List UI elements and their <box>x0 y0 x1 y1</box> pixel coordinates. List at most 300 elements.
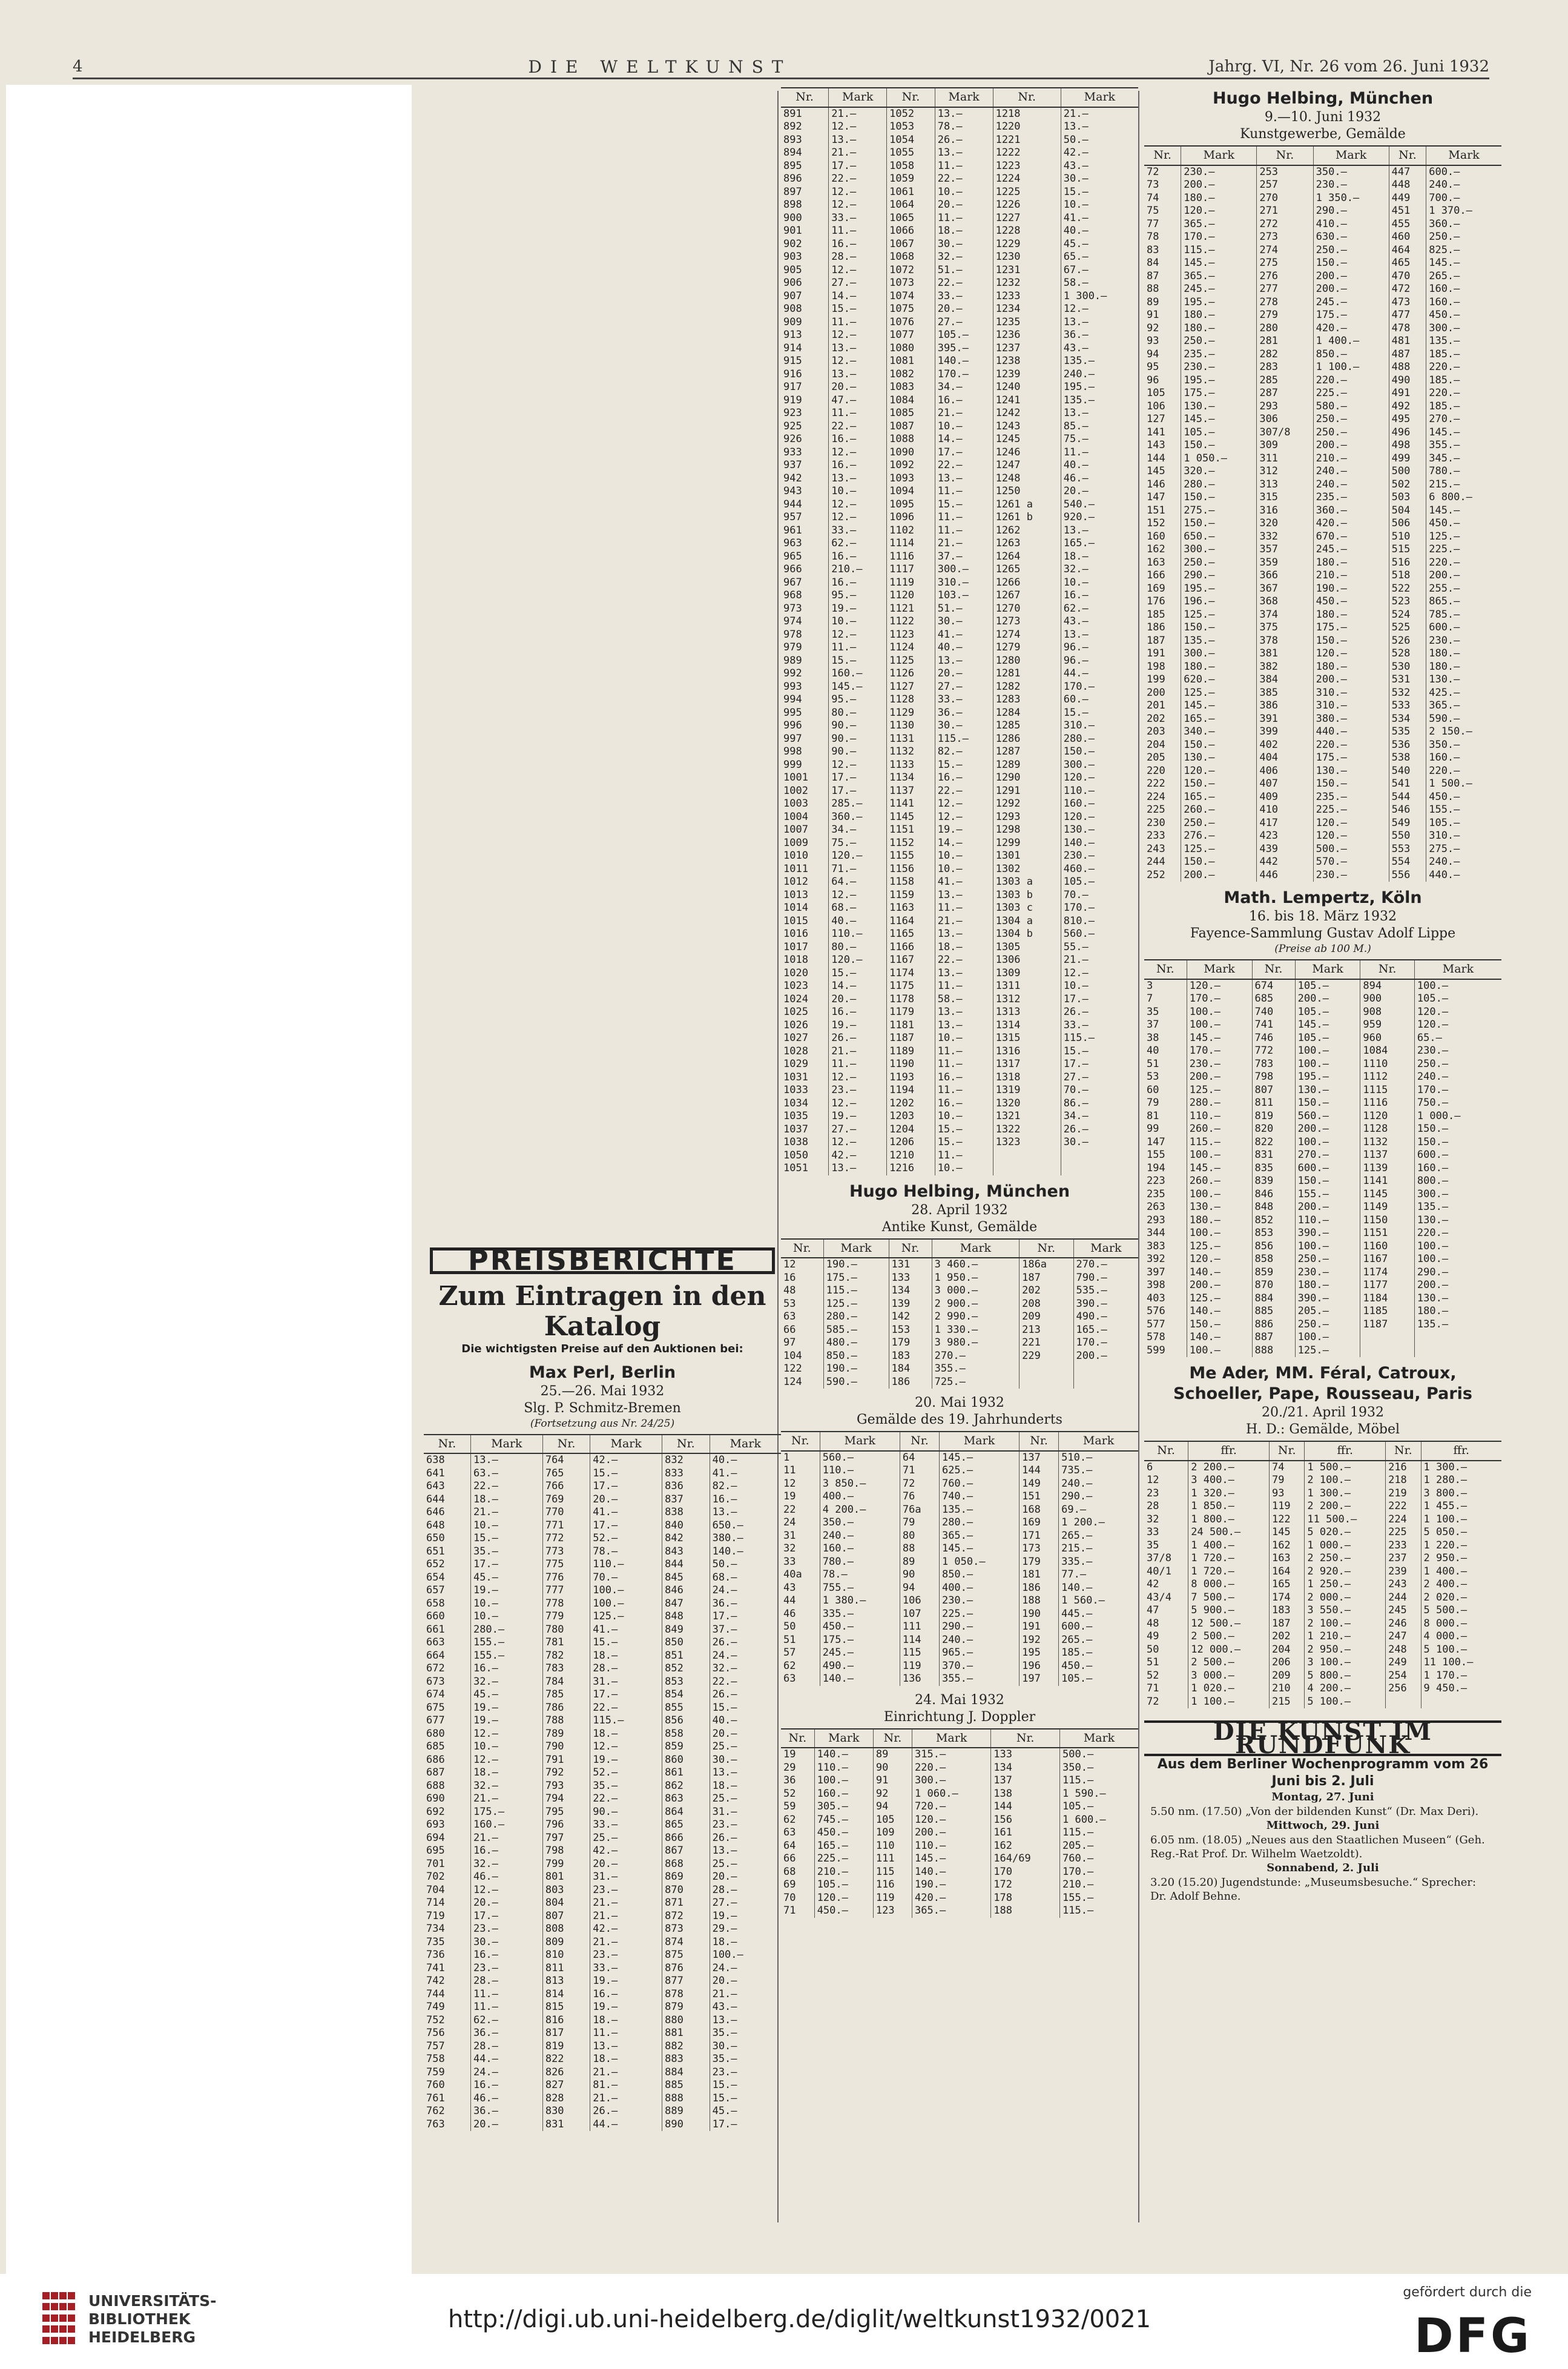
lot-number: 852 <box>662 1662 710 1676</box>
lot-price: 12.— <box>829 1097 887 1111</box>
table-row <box>1144 1461 1501 1475</box>
lot-price: 210.— <box>829 563 887 577</box>
lot-price: 22.— <box>935 954 993 967</box>
lot-price: 755.— <box>820 1582 900 1595</box>
lot-price: 425.— <box>1426 687 1501 700</box>
lot-price: 280.— <box>939 1516 1019 1530</box>
lot-number: 116 <box>873 1878 912 1892</box>
lot-number: 1238 <box>993 355 1061 368</box>
lot-number: 967 <box>783 576 802 589</box>
lot-number: 1181 <box>887 1019 935 1033</box>
lot-price: 155.— <box>470 1636 542 1650</box>
lot-number: 439 <box>1257 843 1313 856</box>
lot-number: 830 <box>542 2105 590 2118</box>
table-row <box>781 1826 1138 1840</box>
lot-number: 925 <box>783 420 802 432</box>
lot-price: 780.— <box>1426 465 1501 478</box>
lot-number: 274 <box>1257 244 1313 257</box>
lot-price: 100.— <box>1295 1058 1360 1071</box>
lot-number: 202 <box>1269 1630 1304 1644</box>
table-row <box>1144 192 1501 205</box>
lot-price: 2 200.— <box>1305 1500 1386 1513</box>
lot-price: 150.— <box>1181 621 1257 635</box>
auction-date: 25.—26. Mai 1932 <box>540 1383 665 1399</box>
lot-price: 390.— <box>1295 1227 1360 1240</box>
lot-number: 1282 <box>993 681 1061 694</box>
table-row <box>781 433 1138 446</box>
lot-number: 903 <box>783 251 802 263</box>
lot-price: 32.— <box>470 1858 542 1871</box>
lot-number: 141 <box>1147 426 1165 438</box>
lot-price: 21.— <box>935 537 993 550</box>
lot-price: 10.— <box>935 850 993 863</box>
lot-number: 374 <box>1257 609 1313 622</box>
lot-price: 670.— <box>1313 530 1389 544</box>
lot-number: 856 <box>662 1714 710 1728</box>
source-url[interactable]: http://digi.ub.uni-heidelberg.de/diglit/weltkunst1932/0021 <box>448 2305 1151 2333</box>
lot-price: 52.— <box>590 1766 662 1780</box>
lot-price: 460.— <box>1061 863 1138 876</box>
lot-number: 858 <box>1252 1253 1295 1266</box>
lot-price: 36.— <box>710 1598 781 1611</box>
lot-number: 577 <box>1147 1318 1165 1330</box>
lot-number: 510 <box>1389 530 1426 544</box>
table-row <box>781 485 1138 498</box>
lot-price: 85.— <box>1061 420 1138 434</box>
lot-number: 19 <box>783 1748 796 1760</box>
lot-price: 160.— <box>1426 752 1501 765</box>
table-row <box>781 1006 1138 1019</box>
lot-price: 13.— <box>935 147 993 160</box>
lot-number: 81 <box>1147 1109 1159 1122</box>
auction-subject: Antike Kunst, Gemälde <box>881 1219 1038 1235</box>
lot-number: 46 <box>783 1607 796 1620</box>
auction-date: 20. Mai 1932 <box>915 1395 1004 1410</box>
lot-price: 75.— <box>829 837 887 850</box>
table-row <box>1144 1201 1501 1214</box>
lot-price: 365.— <box>1181 270 1257 283</box>
table-row <box>781 1660 1138 1673</box>
table-row <box>781 511 1138 524</box>
lot-price: 130.— <box>1181 400 1257 414</box>
lot-number: 526 <box>1389 635 1426 648</box>
lot-price: 11.— <box>829 316 887 329</box>
lot-price: 150.— <box>1313 635 1389 648</box>
lot-number: 216 <box>1386 1461 1421 1475</box>
table-row <box>424 2118 781 2132</box>
lot-number: 852 <box>1252 1214 1295 1227</box>
table-row <box>1144 426 1501 440</box>
lot-number: 448 <box>1389 179 1426 192</box>
table-row <box>781 160 1138 173</box>
lot-price: 21.— <box>590 1910 662 1923</box>
column-header: Nr. <box>424 1435 470 1454</box>
lot-price: 13.— <box>1061 629 1138 642</box>
table-row <box>781 589 1138 603</box>
lot-number: 1120 <box>1360 1110 1414 1123</box>
lot-price: 17.— <box>829 160 887 173</box>
lot-number: 293 <box>1257 400 1313 414</box>
lot-price: 16.— <box>935 1071 993 1085</box>
lot-price: 280.— <box>470 1624 542 1637</box>
lot-number: 657 <box>426 1584 445 1596</box>
lot-number: 90 <box>873 1762 912 1775</box>
lot-number: 504 <box>1389 504 1426 518</box>
lot-number: 1313 <box>993 1006 1061 1019</box>
lot-price: 52.— <box>590 1532 662 1545</box>
lot-number: 1240 <box>993 381 1061 394</box>
lot-number: 496 <box>1389 426 1426 440</box>
lot-number: 205 <box>1147 752 1165 764</box>
lot-number: 1223 <box>993 160 1061 173</box>
lot-number: 80 <box>900 1530 939 1543</box>
lot-number: 915 <box>783 355 802 367</box>
lot-price: 150.— <box>1313 778 1389 791</box>
table-row <box>781 498 1138 512</box>
lot-price: 100.— <box>590 1598 662 1611</box>
lot-number: 178 <box>991 1892 1060 1905</box>
lot-price: 15.— <box>829 303 887 316</box>
lot-number: 1115 <box>1360 1084 1414 1097</box>
page-number: 4 <box>73 58 83 76</box>
column-header: Mark <box>1187 960 1252 979</box>
lot-number: 423 <box>1257 830 1313 843</box>
table-row <box>781 524 1138 538</box>
lot-price: 95.— <box>829 589 887 603</box>
lot-price: 230.— <box>1313 179 1389 192</box>
lot-number: 1158 <box>887 876 935 889</box>
table-row <box>1144 1682 1501 1696</box>
lot-number: 664 <box>426 1649 445 1662</box>
lot-price: 865.— <box>1426 595 1501 609</box>
lot-number: 270 <box>1257 192 1313 205</box>
lot-number: 256 <box>1386 1682 1421 1696</box>
table-row <box>424 1662 781 1676</box>
lot-number: 905 <box>783 263 802 276</box>
lot-number: 1225 <box>993 186 1061 199</box>
lot-number: 252 <box>1147 868 1165 881</box>
lot-number: 1131 <box>887 733 935 746</box>
lot-price: 180.— <box>1187 1214 1252 1227</box>
lot-price: 445.— <box>1059 1608 1138 1621</box>
table-row <box>424 1702 781 1715</box>
lot-number: 1317 <box>993 1058 1061 1071</box>
lot-price: 27.— <box>829 1123 887 1137</box>
lot-price: 30.— <box>1061 1136 1138 1149</box>
lot-number: 809 <box>542 1936 590 1949</box>
lot-number: 1177 <box>1360 1279 1414 1292</box>
lot-price: 82.— <box>935 745 993 759</box>
lot-number: 1088 <box>887 433 935 446</box>
lot-price: 12.— <box>829 629 887 642</box>
lot-number: 172 <box>991 1878 1060 1892</box>
lot-price: 135.— <box>1414 1201 1501 1214</box>
lot-price: 12.— <box>829 1071 887 1085</box>
lot-number: 811 <box>542 1962 590 1975</box>
lot-price: 27.— <box>829 277 887 290</box>
column-header: Nr. <box>781 1729 814 1748</box>
lot-number: 553 <box>1389 843 1426 856</box>
lot-price: 120.— <box>1414 1006 1501 1019</box>
lot-number: 641 <box>426 1467 445 1479</box>
lot-number: 173 <box>1020 1542 1059 1556</box>
lot-number: 133 <box>991 1748 1060 1762</box>
lot-price: 625.— <box>939 1464 1019 1478</box>
lot-number: 704 <box>426 1883 445 1896</box>
lot-price: 100.— <box>1295 1045 1360 1058</box>
column-header: Nr. <box>900 1432 939 1451</box>
lot-price: 65.— <box>1061 251 1138 264</box>
lot-number: 978 <box>783 628 802 641</box>
lot-price: 240.— <box>1426 856 1501 869</box>
lot-number: 185 <box>1147 608 1165 621</box>
lot-number: 1226 <box>993 199 1061 212</box>
table-row <box>1144 1058 1501 1071</box>
column-header: Nr. <box>781 1239 823 1258</box>
lot-number: 402 <box>1257 739 1313 752</box>
table-row <box>1144 1539 1501 1553</box>
lot-price: 40.— <box>710 1453 781 1467</box>
lot-price: 1 590.— <box>1060 1788 1138 1801</box>
lot-price: 270.— <box>1073 1258 1138 1272</box>
lot-number: 88 <box>900 1542 939 1556</box>
lot-price: 180.— <box>1181 661 1257 674</box>
lot-number: 692 <box>426 1805 445 1818</box>
table-row <box>1144 1240 1501 1254</box>
lot-number: 693 <box>426 1819 445 1831</box>
lot-price: 16.— <box>935 394 993 408</box>
lot-number: 661 <box>426 1623 445 1636</box>
lot-number: 1112 <box>1360 1071 1414 1084</box>
lot-number: 650 <box>426 1532 445 1544</box>
lot-price: 140.— <box>912 1866 991 1879</box>
lot-price: 145.— <box>1426 504 1501 518</box>
lot-number: 460 <box>1389 231 1426 244</box>
lot-number: 795 <box>542 1806 590 1819</box>
lot-price: 250.— <box>1181 817 1257 830</box>
lot-price: 165.— <box>1181 791 1257 804</box>
lot-number: 229 <box>1020 1350 1073 1363</box>
table-row <box>781 1568 1138 1582</box>
lot-price: 320.— <box>1181 465 1257 478</box>
lot-price: 335.— <box>1059 1556 1138 1569</box>
lot-price: 180.— <box>1414 1305 1501 1318</box>
lot-price: 300.— <box>1181 647 1257 661</box>
lot-price: 25.— <box>710 1792 781 1806</box>
lot-number: 1178 <box>887 993 935 1006</box>
lot-price: 10.— <box>1061 577 1138 590</box>
lot-price: 130.— <box>1414 1214 1501 1227</box>
lot-price: 120.— <box>1414 1019 1501 1032</box>
lot-number: 11 <box>783 1464 796 1476</box>
lot-price: 190.— <box>823 1363 889 1376</box>
lot-price: 23.— <box>710 2066 781 2080</box>
lot-price: 13.— <box>829 368 887 382</box>
table-row <box>1144 296 1501 309</box>
lot-price: 26.— <box>935 134 993 147</box>
lot-price: 140.— <box>820 1673 900 1686</box>
lot-number: 136 <box>900 1673 939 1686</box>
lot-number: 763 <box>426 2118 445 2130</box>
lot-price: 240.— <box>1426 179 1501 192</box>
lot-price: 13.— <box>1061 121 1138 134</box>
auction-note: (Preise ab 100 M.) <box>1274 943 1371 955</box>
lot-price: 20.— <box>710 1871 781 1884</box>
lot-price: 30.— <box>710 1754 781 1767</box>
lot-price: 145.— <box>1426 257 1501 270</box>
lot-number: 694 <box>426 1831 445 1844</box>
lot-price: 11.— <box>935 902 993 915</box>
lot-number: 464 <box>1389 244 1426 257</box>
lot-price: 225.— <box>939 1608 1019 1621</box>
lot-price: 30.— <box>935 719 993 733</box>
lot-price: 225.— <box>1313 387 1389 400</box>
table-row <box>1144 1630 1501 1644</box>
lot-price: 50.— <box>710 1558 781 1571</box>
lot-number: 900 <box>783 211 802 224</box>
lot-number: 104 <box>783 1349 802 1362</box>
lot-price: 35.— <box>470 1545 542 1559</box>
lot-number: 937 <box>783 459 802 471</box>
lot-number: 1014 <box>783 902 808 914</box>
lot-number: 195 <box>1020 1647 1059 1660</box>
lot-price: 735.— <box>1059 1464 1138 1478</box>
lot-price <box>1421 1696 1501 1709</box>
lot-price: 13.— <box>935 1019 993 1033</box>
lot-number: 859 <box>1252 1266 1295 1280</box>
lot-price: 42.— <box>829 1149 887 1163</box>
lot-number: 164 <box>1269 1565 1304 1579</box>
lot-price: 200.— <box>1295 993 1360 1006</box>
lot-price: 44.— <box>470 2053 542 2066</box>
lot-number: 861 <box>662 1766 710 1780</box>
lot-price: 81.— <box>590 2079 662 2092</box>
lot-price: 535.— <box>1073 1284 1138 1298</box>
lot-number: 186a <box>1020 1258 1073 1272</box>
lot-number: 966 <box>783 563 802 575</box>
lot-number: 127 <box>1147 413 1165 425</box>
lot-price: 11 500.— <box>1305 1513 1386 1527</box>
lot-price: 16.— <box>829 1006 887 1019</box>
lot-number: 760 <box>426 2079 445 2091</box>
lot-number: 131 <box>889 1258 932 1272</box>
lot-price: 600.— <box>1426 621 1501 635</box>
lot-number: 894 <box>1360 979 1414 993</box>
lot-price: 2 950.— <box>1305 1644 1386 1657</box>
lot-price: 145.— <box>939 1542 1019 1556</box>
lot-price: 95.— <box>829 693 887 707</box>
lot-price: 310.— <box>935 577 993 590</box>
lot-number: 1151 <box>1360 1227 1414 1240</box>
lot-price: 5 500.— <box>1421 1604 1501 1617</box>
table-row <box>781 641 1138 655</box>
table-row <box>781 1149 1138 1163</box>
lot-number: 761 <box>426 2092 445 2104</box>
lot-price: 250.— <box>1295 1318 1360 1332</box>
lot-price: 13.— <box>935 967 993 980</box>
lot-number: 1265 <box>993 563 1061 577</box>
lot-number: 149 <box>1020 1478 1059 1491</box>
lot-number: 848 <box>662 1610 710 1624</box>
lot-price: 11.— <box>935 1058 993 1071</box>
lot-price: 360.— <box>1313 504 1389 518</box>
lot-price: 135.— <box>1426 335 1501 348</box>
lot-number: 171 <box>1020 1530 1059 1543</box>
table-row <box>1144 1188 1501 1201</box>
lot-price: 600.— <box>1426 165 1501 179</box>
lot-price: 45.— <box>710 2105 781 2118</box>
lot-price: 350.— <box>820 1516 900 1530</box>
table-header-row <box>1144 146 1501 165</box>
lot-price: 1 050.— <box>939 1556 1019 1569</box>
lot-number: 831 <box>542 2118 590 2132</box>
lot-number: 1165 <box>887 928 935 941</box>
column-header: Nr. <box>781 1432 820 1451</box>
lot-number: 1319 <box>993 1084 1061 1097</box>
lot-number: 215 <box>1269 1696 1304 1709</box>
table-row <box>1144 725 1501 739</box>
lot-price: 14.— <box>935 433 993 446</box>
lot-price: 13.— <box>935 472 993 486</box>
table-row <box>424 1949 781 1962</box>
lot-price: 82.— <box>710 1480 781 1493</box>
lot-price: 240.— <box>939 1634 1019 1647</box>
lot-number: 248 <box>1386 1644 1421 1657</box>
table-row <box>1144 583 1501 596</box>
lot-price: 27.— <box>935 681 993 694</box>
lot-number: 114 <box>900 1634 939 1647</box>
lot-number: 246 <box>1386 1617 1421 1631</box>
lot-number: 766 <box>542 1480 590 1493</box>
lot-price: 43.— <box>1061 160 1138 173</box>
lot-number: 66 <box>783 1852 796 1865</box>
lot-price: 12.— <box>829 498 887 512</box>
lot-price: 51.— <box>935 603 993 616</box>
lot-number: 109 <box>873 1826 912 1840</box>
lot-price: 29.— <box>710 1923 781 1936</box>
table-row <box>1144 843 1501 856</box>
lot-price: 585.— <box>823 1324 889 1337</box>
lot-price: 12.— <box>935 798 993 811</box>
lot-price: 5 100.— <box>1305 1696 1386 1709</box>
lot-number: 523 <box>1389 595 1426 609</box>
lot-price: 15.— <box>935 1123 993 1137</box>
lot-price: 30.— <box>935 238 993 251</box>
lot-price: 100.— <box>1414 1240 1501 1254</box>
table-row <box>1144 491 1501 504</box>
lot-price: 2 990.— <box>932 1310 1019 1324</box>
lot-number: 515 <box>1389 543 1426 557</box>
lot-number: 1320 <box>993 1097 1061 1111</box>
lot-price: 450.— <box>814 1905 873 1918</box>
table-row <box>1144 1006 1501 1019</box>
lot-price: 115.— <box>1187 1136 1252 1149</box>
lot-price: 190.— <box>912 1878 991 1892</box>
lot-number: 1011 <box>783 862 808 875</box>
lot-number: 487 <box>1389 348 1426 362</box>
lot-number: 1066 <box>887 225 935 238</box>
lot-price: 270.— <box>932 1350 1019 1363</box>
lot-number: 72 <box>1147 1695 1159 1708</box>
lot-number: 702 <box>426 1871 445 1883</box>
lot-number: 399 <box>1257 725 1313 739</box>
lot-number: 1189 <box>887 1045 935 1059</box>
lot-number: 357 <box>1257 543 1313 557</box>
lot-number: 1119 <box>887 577 935 590</box>
lot-price: 140.— <box>1187 1331 1252 1344</box>
lot-number: 784 <box>542 1676 590 1689</box>
lot-number: 736 <box>426 1949 445 1961</box>
